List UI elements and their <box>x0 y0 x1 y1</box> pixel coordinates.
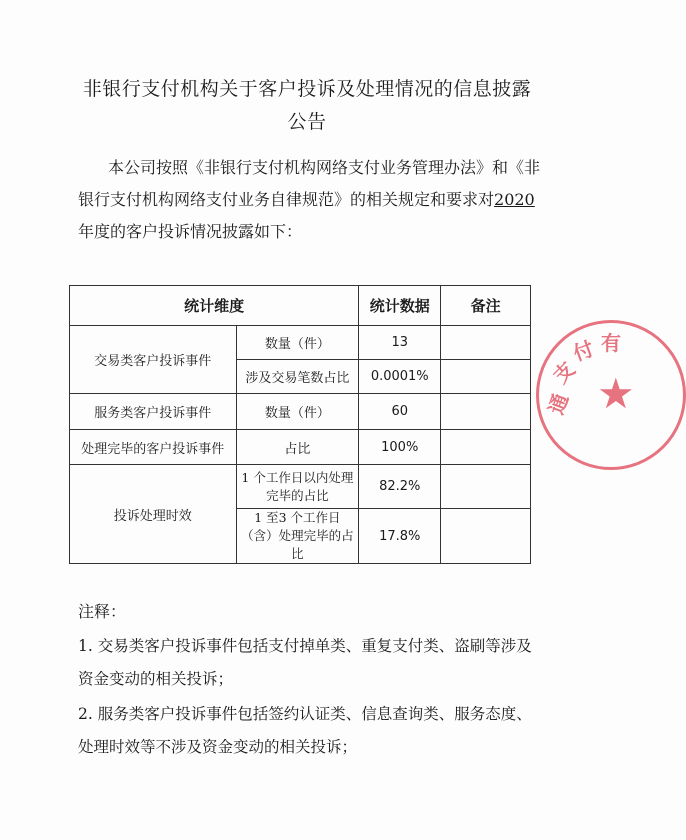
notes-label: 注释： <box>78 602 127 621</box>
table-header-row <box>70 286 531 326</box>
row-remark <box>441 326 531 360</box>
row-remark <box>441 360 531 394</box>
company-seal-stamp <box>536 320 686 470</box>
seal-char: 通 <box>543 390 574 418</box>
seal-char: 支 <box>548 357 580 389</box>
table-row <box>70 326 531 360</box>
header-dimension: 统计维度 <box>70 286 359 326</box>
seal-star-icon: ★ <box>597 369 635 418</box>
row-metric: 1 至3 个工作日（含）处理完毕的占比 <box>236 509 359 564</box>
row-remark <box>441 465 531 509</box>
row-remark <box>441 394 531 430</box>
statistics-table <box>69 285 531 564</box>
row-value: 100% <box>359 430 441 465</box>
note-item-2: 2. 服务类客户投诉事件包括签约认证类、信息查询类、服务态度、处理时效等不涉及资金变动的相关投诉； <box>78 705 532 756</box>
row-metric: 占比 <box>236 430 359 465</box>
row-category: 服务类客户投诉事件 <box>70 394 237 430</box>
seal-char: 付 <box>570 336 598 366</box>
table-row <box>70 465 531 509</box>
document-title-line1: 非银行支付机构关于客户投诉及处理情况的信息披露 <box>82 78 532 100</box>
row-value: 13 <box>359 326 441 360</box>
row-metric: 涉及交易笔数占比 <box>236 360 359 394</box>
row-metric: 数量（件） <box>236 326 359 360</box>
row-value: 82.2% <box>359 465 441 509</box>
intro-text-part2: 年度的客户投诉情况披露如下： <box>78 222 303 241</box>
row-metric: 数量（件） <box>236 394 359 430</box>
row-category: 处理完毕的客户投诉事件 <box>70 430 237 465</box>
document-title-line2: 公告 <box>287 111 327 133</box>
row-category: 交易类客户投诉事件 <box>70 326 237 394</box>
row-category: 投诉处理时效 <box>70 465 237 564</box>
intro-paragraph <box>78 152 548 248</box>
header-remark: 备注 <box>441 286 531 326</box>
header-data: 统计数据 <box>359 286 441 326</box>
intro-year: 2020 <box>494 190 535 209</box>
seal-char: 有 <box>601 331 621 355</box>
intro-text-part1: 本公司按照《非银行支付机构网络支付业务管理办法》和《非银行支付机构网络支付业务自律规范》的相关规定和要求对 <box>78 158 541 209</box>
table-row <box>70 394 531 430</box>
row-value: 60 <box>359 394 441 430</box>
table-row <box>70 430 531 465</box>
row-remark <box>441 430 531 465</box>
row-remark <box>441 509 531 564</box>
row-metric: 1 个工作日以内处理完毕的占比 <box>236 465 359 509</box>
row-value: 0.0001% <box>359 360 441 394</box>
row-value: 17.8% <box>359 509 441 564</box>
note-item-1: 1. 交易类客户投诉事件包括支付掉单类、重复支付类、盗刷等涉及资金变动的相关投诉； <box>78 637 532 688</box>
